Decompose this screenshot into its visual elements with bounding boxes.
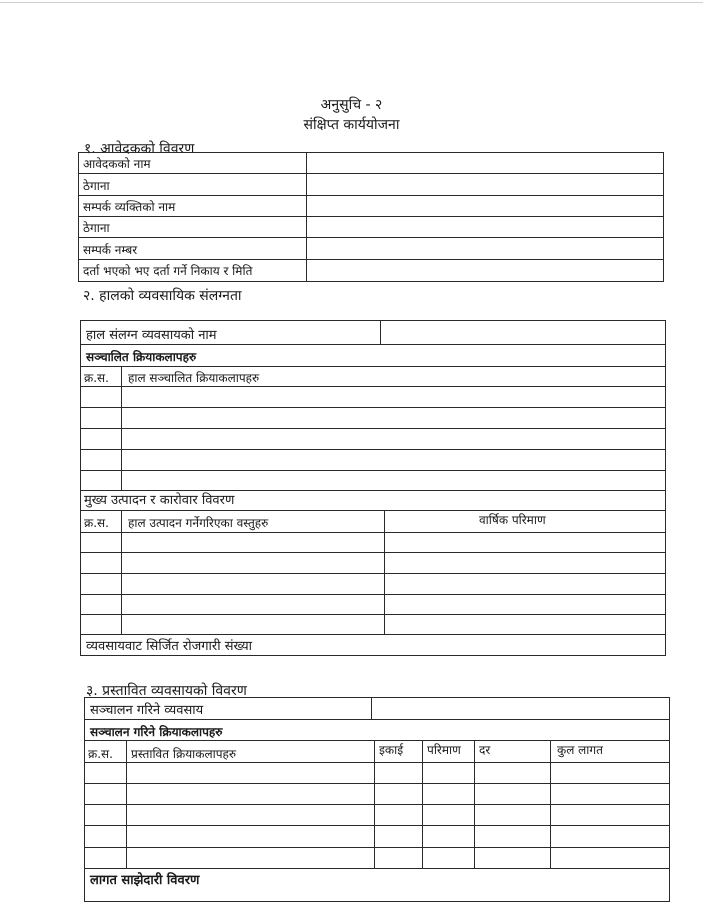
applicant-details-table <box>78 152 664 282</box>
registration-label: दर्ता भएको भए दर्ता गर्ने निकाय र मिति <box>83 264 253 278</box>
proposed-business-label: सञ्चालन गरिने व्यवसाय <box>90 703 204 718</box>
products-header: हाल उत्पादन गर्नेगरिएका वस्तुहरु <box>128 516 269 530</box>
section3-heading: ३. प्रस्तावित व्यवसायको विवरण <box>86 683 247 699</box>
quantity-header: परिमाण <box>427 743 461 757</box>
section2-heading: २. हालको व्यवसायिक संलग्नता <box>83 288 242 304</box>
contact-person-name-label: सम्पर्क व्यक्तिको नाम <box>83 200 176 214</box>
section1-heading: १. आवेदकको विवरण <box>84 141 195 157</box>
document-title: अनुसुचि - २ <box>320 97 383 113</box>
applicant-name-label: आवेदकको नाम <box>83 157 151 171</box>
address-label: ठेगाना <box>83 179 110 193</box>
activities-sn-header: क्र.स. <box>84 371 109 385</box>
contact-address-label: ठेगाना <box>83 221 110 235</box>
products-sn-header: क्र.स. <box>84 516 109 530</box>
cost-sharing-label: लागत साझेदारी विवरण <box>90 873 200 888</box>
page-edge <box>0 2 703 3</box>
proposed-activities-header: प्रस्तावित क्रियाकलापहरु <box>131 747 237 761</box>
document-subtitle: संक्षिप्त कार्ययोजना <box>303 117 400 133</box>
proposed-sn-header: क्र.स. <box>88 747 113 761</box>
rate-header: दर <box>479 743 491 757</box>
unit-header: इकाई <box>379 743 404 757</box>
contact-number-label: सम्पर्क नम्बर <box>83 243 138 257</box>
activities-header: हाल सञ्चालित क्रियाकलापहरु <box>128 371 260 385</box>
main-products-label: मुख्य उत्पादन र कारोवार विवरण <box>84 493 235 508</box>
proposed-activities-label: सञ्चालन गरिने क्रियाकलापहरु <box>90 725 223 739</box>
employment-count-label: व्यवसायवाट सिर्जित रोजगारी संख्या <box>86 639 253 654</box>
annual-quantity-header: वार्षिक परिमाण <box>479 513 546 527</box>
total-cost-header: कुल लागत <box>557 743 604 757</box>
current-business-label: हाल संलग्न व्यवसायको नाम <box>86 328 217 343</box>
operated-activities-label: सञ्चालित क्रियाकलापहरु <box>86 350 197 364</box>
